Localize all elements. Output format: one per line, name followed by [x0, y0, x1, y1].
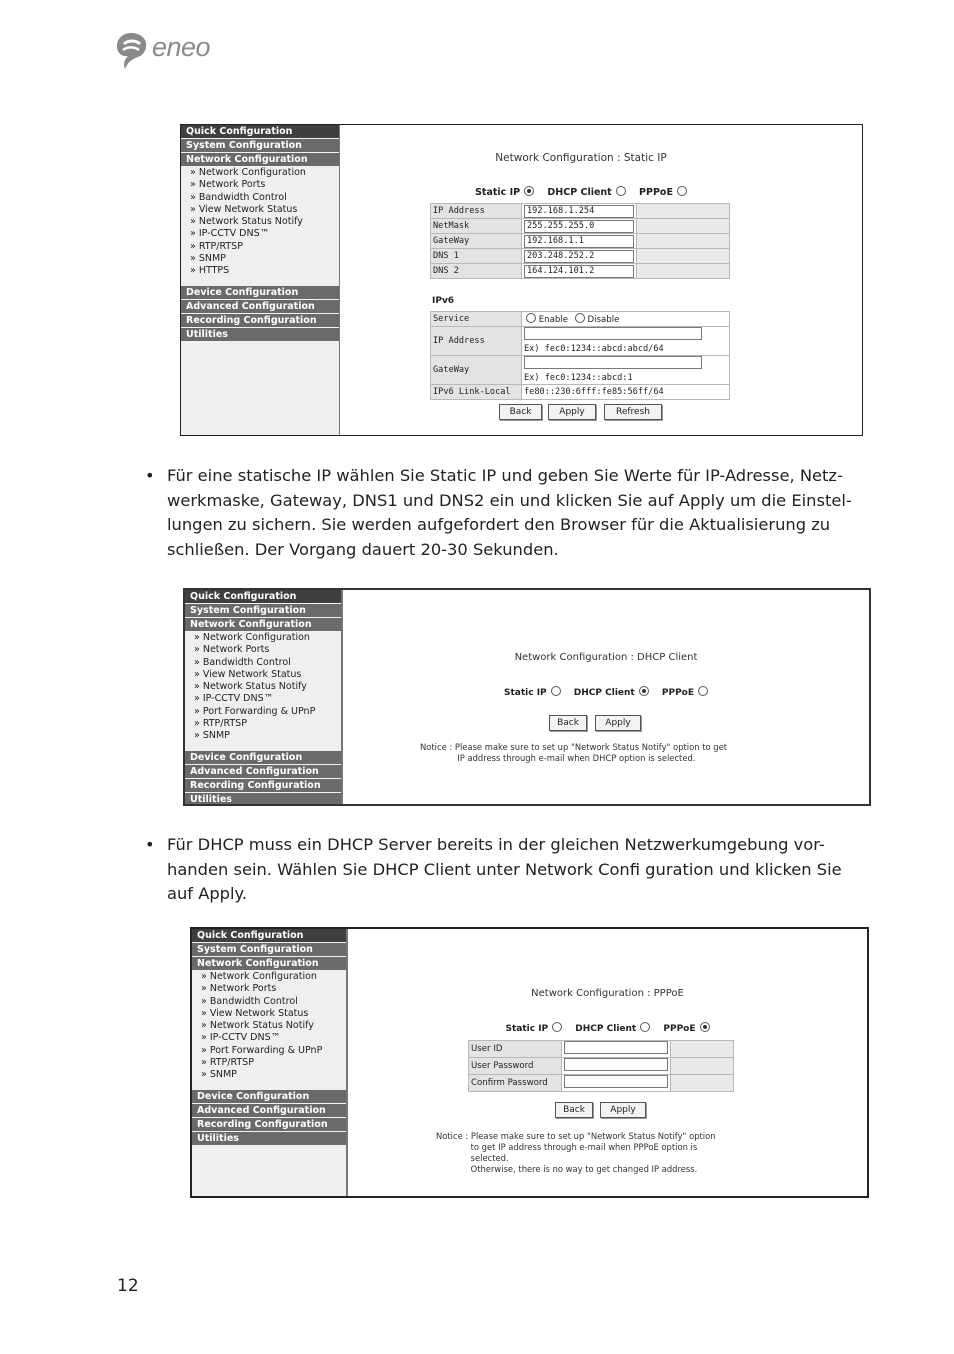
mode-selector [348, 1022, 867, 1034]
radio-dhcp-client[interactable] [640, 1022, 650, 1032]
radio-static-ip[interactable] [551, 686, 561, 696]
menu-header[interactable]: Network Configuration [185, 618, 341, 632]
menu-item[interactable]: » Network Configuration [194, 632, 310, 643]
paragraph-line: schließen. Der Vorgang dauert 20-30 Sekunden. [167, 539, 559, 559]
confirm-password-input[interactable] [564, 1075, 668, 1088]
row-label: Service [431, 312, 522, 327]
page-number: 12 [117, 1276, 139, 1296]
row-label: IPv6 Link-Local [431, 385, 522, 400]
row-label: User ID [469, 1041, 562, 1058]
table-row [469, 1041, 734, 1058]
menu-item[interactable]: » IP-CCTV DNS™ [194, 693, 274, 705]
disable-label: Disable [587, 315, 620, 325]
radio-pppoe[interactable] [698, 686, 708, 696]
menu-item[interactable]: » Network Status Notify [194, 681, 307, 693]
row-label: GateWay [431, 234, 522, 249]
table-row [431, 327, 730, 356]
bullet: • [145, 466, 155, 485]
menu-header[interactable]: Recording Configuration [185, 779, 341, 793]
radio-static-ip[interactable] [524, 186, 534, 196]
ipv6-heading: IPv6 [432, 296, 455, 306]
menu-spacer [181, 278, 339, 286]
mode-dhcp-client[interactable]: DHCP Client [547, 187, 625, 198]
table-row [431, 234, 730, 249]
user-password-input[interactable] [564, 1058, 668, 1071]
menu-item[interactable]: » Network Ports [201, 983, 277, 995]
cell-filler [637, 249, 730, 264]
sidebar-menu [185, 590, 343, 804]
screenshot-dhcp-client [183, 588, 871, 806]
row-label: User Password [469, 1058, 562, 1075]
apply-button[interactable]: Apply [595, 715, 641, 731]
user-id-input[interactable] [564, 1041, 668, 1054]
ipv6-link-local-value: fe80::230:6fff:fe85:56ff/64 [522, 385, 730, 400]
menu-item[interactable]: » RTP/RTSP [201, 1057, 254, 1069]
eneo-logo [114, 30, 234, 72]
sidebar-menu [181, 125, 340, 435]
table-row [431, 385, 730, 400]
menu-item[interactable]: » Network Status Notify [190, 216, 303, 228]
menu-item[interactable]: » Bandwidth Control [201, 995, 298, 1007]
table-row [431, 204, 730, 219]
ipv6-gateway-input[interactable] [524, 356, 702, 369]
screenshot-static-ip [180, 124, 863, 436]
apply-button[interactable]: Apply [600, 1102, 646, 1118]
refresh-button[interactable]: Refresh [604, 404, 662, 420]
paragraph-line: lungen zu sichern. Sie werden aufgefordert den Browser für die Aktualisierung zu [167, 515, 831, 534]
row-label: GateWay [431, 356, 522, 385]
cell-filler [637, 264, 730, 279]
menu-item[interactable]: » Port Forwarding & UPnP [194, 705, 316, 717]
table-row [431, 312, 730, 327]
enable-label: Enable [538, 315, 569, 325]
cell-filler [671, 1075, 734, 1092]
paragraph-line: auf Apply. [167, 884, 248, 903]
content-panel [343, 590, 869, 804]
back-button[interactable]: Back [549, 715, 587, 731]
bullet: • [145, 835, 155, 854]
ip-address-input[interactable]: 192.168.1.254 [524, 205, 634, 218]
mode-selector [343, 686, 869, 698]
page-title: Network Configuration : DHCP Client [514, 652, 698, 663]
menu-header[interactable]: Quick Configuration [185, 590, 341, 604]
back-button[interactable]: Back [499, 404, 542, 420]
menu-header[interactable]: System Configuration [192, 943, 346, 957]
menu-header[interactable]: Advanced Configuration [181, 300, 339, 314]
mode-pppoe[interactable]: PPPoE [663, 1024, 709, 1034]
dhcp-notice: Notice : Please make sure to set up "Network Status Notify" option to get IP address through e-mail when DHCP option is selected. [420, 742, 728, 763]
mode-static-ip[interactable]: Static IP [504, 688, 561, 698]
cell-filler [671, 1041, 734, 1058]
menu-header[interactable]: System Configuration [185, 604, 341, 618]
mode-static-ip[interactable]: Static IP [475, 187, 534, 198]
menu-item[interactable]: » Bandwidth Control [190, 191, 287, 203]
radio-pppoe[interactable] [700, 1022, 710, 1032]
gateway-input[interactable]: 192.168.1.1 [524, 235, 634, 248]
row-label: DNS 1 [431, 249, 522, 264]
apply-button[interactable]: Apply [548, 404, 596, 420]
cell-filler [637, 219, 730, 234]
menu-item[interactable]: » IP-CCTV DNS™ [201, 1032, 281, 1044]
menu-header[interactable]: Utilities [181, 328, 339, 342]
menu-item[interactable]: » Network Configuration [201, 971, 317, 982]
page-title: Network Configuration : PPPoE [531, 988, 684, 999]
menu-header[interactable]: Quick Configuration [192, 929, 346, 943]
menu-item[interactable]: » Network Status Notify [201, 1020, 314, 1032]
radio-dhcp-client[interactable] [639, 686, 649, 696]
radio-pppoe[interactable] [677, 186, 687, 196]
paragraph-text [167, 833, 882, 907]
screenshot-pppoe [190, 927, 869, 1198]
menu-item[interactable]: » SNMP [190, 253, 226, 265]
cell-filler [671, 1058, 734, 1075]
mode-pppoe[interactable]: PPPoE [662, 688, 708, 698]
radio-ipv6-enable[interactable] [526, 313, 536, 323]
ipv6-table [430, 311, 730, 400]
menu-header[interactable]: Advanced Configuration [192, 1104, 346, 1118]
dns1-input[interactable]: 203.248.252.2 [524, 250, 634, 263]
menu-header[interactable]: Device Configuration [181, 286, 339, 300]
instruction-paragraph-dhcp [145, 833, 885, 909]
menu-item[interactable]: » SNMP [194, 730, 230, 742]
mode-dhcp-client[interactable]: DHCP Client [575, 1024, 650, 1034]
paragraph-line: handen sein. Wählen Sie DHCP Client unter Network Confi guration und klicken Sie [167, 859, 842, 879]
menu-spacer [185, 743, 341, 751]
menu-header[interactable]: Device Configuration [192, 1090, 346, 1104]
mode-static-ip[interactable]: Static IP [505, 1024, 562, 1034]
menu-item[interactable]: » HTTPS [190, 265, 230, 277]
menu-header[interactable]: Utilities [185, 793, 341, 806]
menu-item[interactable]: » View Network Status [194, 668, 302, 680]
menu-spacer [192, 1082, 346, 1090]
menu-header[interactable]: Network Configuration [181, 153, 339, 167]
menu-item[interactable]: » SNMP [201, 1069, 237, 1081]
netmask-input[interactable]: 255.255.255.0 [524, 220, 634, 233]
cell-filler [637, 204, 730, 219]
table-row [431, 356, 730, 385]
ipv4-table [430, 203, 730, 279]
ipv6-gateway-example: Ex) fec0:1234::abcd:1 [524, 373, 633, 383]
menu-item[interactable]: » View Network Status [201, 1007, 309, 1019]
menu-item[interactable]: » IP-CCTV DNS™ [190, 228, 270, 240]
mode-selector [300, 186, 862, 198]
paragraph-text [167, 464, 882, 562]
pppoe-table [468, 1040, 734, 1092]
menu-item[interactable]: » Network Ports [194, 644, 270, 656]
menu-header[interactable]: Advanced Configuration [185, 765, 341, 779]
menu-header[interactable]: Device Configuration [185, 751, 341, 765]
row-label: Confirm Password [469, 1075, 562, 1092]
menu-item[interactable]: » Network Configuration [190, 167, 306, 178]
menu-item[interactable]: » Port Forwarding & UPnP [201, 1044, 323, 1056]
sidebar-menu [192, 929, 348, 1196]
page-title: Network Configuration : Static IP [495, 152, 667, 164]
mode-dhcp-client[interactable]: DHCP Client [574, 688, 649, 698]
menu-item[interactable]: » View Network Status [190, 203, 298, 215]
back-button[interactable]: Back [555, 1102, 593, 1118]
menu-item[interactable]: » Network Ports [190, 179, 266, 191]
table-row [431, 249, 730, 264]
menu-header[interactable]: Recording Configuration [181, 314, 339, 328]
ipv6-address-example: Ex) fec0:1234::abcd:abcd/64 [524, 344, 664, 354]
menu-header[interactable]: Utilities [192, 1132, 346, 1146]
row-label: IP Address [431, 327, 522, 356]
table-row [469, 1058, 734, 1075]
paragraph-line: Für eine statische IP wählen Sie Static IP und geben Sie Werte für IP-Adresse, Netz- [167, 466, 843, 485]
mode-pppoe[interactable]: PPPoE [639, 187, 687, 198]
row-label: DNS 2 [431, 264, 522, 279]
menu-header[interactable]: Recording Configuration [192, 1118, 346, 1132]
menu-header[interactable]: System Configuration [181, 139, 339, 153]
eneo-logo-icon [114, 30, 148, 70]
radio-ipv6-disable[interactable] [575, 313, 585, 323]
radio-dhcp-client[interactable] [616, 186, 626, 196]
menu-header[interactable]: Quick Configuration [181, 125, 339, 139]
paragraph-line: werkmaske, Gateway, DNS1 und DNS2 ein und klicken Sie auf Apply um die Einstel- [167, 490, 852, 510]
row-label: IP Address [431, 204, 522, 219]
row-label: NetMask [431, 219, 522, 234]
menu-header[interactable]: Network Configuration [192, 957, 346, 971]
paragraph-line: Für DHCP muss ein DHCP Server bereits in der gleichen Netzwerkumgebung vor- [167, 835, 825, 854]
instruction-paragraph-static-ip [145, 464, 885, 564]
menu-item[interactable]: » RTP/RTSP [190, 240, 243, 252]
radio-static-ip[interactable] [552, 1022, 562, 1032]
table-row [431, 264, 730, 279]
table-row [469, 1075, 734, 1092]
cell-filler [637, 234, 730, 249]
pppoe-notice: Notice : Please make sure to set up "Network Status Notify" option to get IP address through e-mail when PPPoE option is selected. Otherwise, there is no way to get changed IP address. [436, 1131, 716, 1174]
table-row [431, 219, 730, 234]
dns2-input[interactable]: 164.124.101.2 [524, 265, 634, 278]
content-panel [340, 125, 862, 435]
menu-item[interactable]: » RTP/RTSP [194, 718, 247, 730]
ipv6-address-input[interactable] [524, 327, 702, 340]
content-panel [348, 929, 867, 1196]
menu-item[interactable]: » Bandwidth Control [194, 656, 291, 668]
logo-wordmark: eneo [152, 32, 211, 62]
